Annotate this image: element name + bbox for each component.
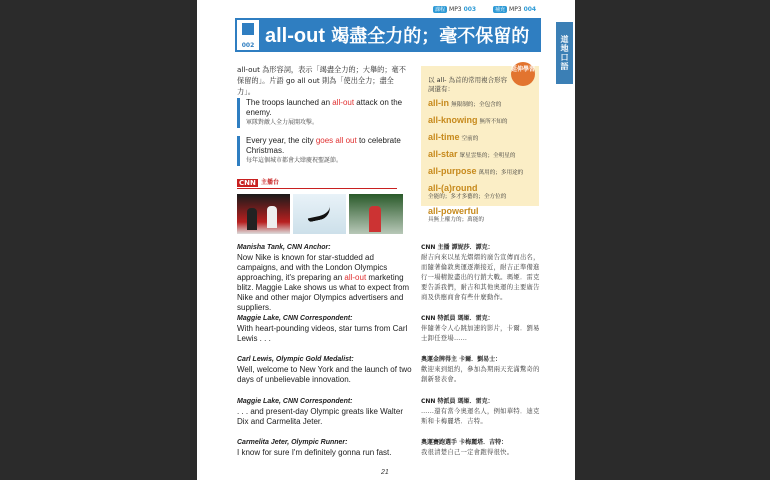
video-thumbnail-athlete[interactable] <box>349 194 403 234</box>
section-side-tab: 道地口語 <box>556 22 573 84</box>
mp3-number: 003 <box>463 6 477 13</box>
translation-text: 耐吉向來以星光熠熠的廣告宣傳而出名，而隨著倫敦奧運逐漸接近，耐吉正準備進行一場精銳盡出的行銷大戰。瑪姬．雷克要告訴我們，耐吉和其他奧運的主要廣告商及供應商會有些什麼動作。 <box>421 254 540 301</box>
person-figure <box>267 206 277 228</box>
nike-logo-icon <box>306 206 332 223</box>
lesson-header <box>235 18 541 52</box>
mp3-text: MP3 <box>509 6 522 13</box>
extension-meaning: 眾星雲集的；全明星的 <box>459 153 516 159</box>
speaker-name: Carmelita Jeter, Olympic Runner: <box>237 439 348 446</box>
lesson-number: 002 <box>241 42 255 49</box>
dialog-text: . . . and present-day Olympic greats like Walter Dix and Carmelita Jeter. <box>237 407 403 426</box>
cnn-section-bar <box>237 179 397 189</box>
extension-word: all-(a)round <box>428 183 478 193</box>
extension-meaning: 萬用的；多用途的 <box>478 170 524 176</box>
book-page <box>197 0 575 480</box>
translation-speaker: 奧運賽跑選手 卡梅麗塔．吉特： <box>421 439 508 446</box>
intro-text: all-out 為形容詞，表示「竭盡全力的；大舉的；毫不保留的」。片語 go all out 則為「使出全力；盡全力」。 <box>237 65 406 96</box>
extension-meaning: 無所不知的 <box>479 119 508 125</box>
mp3-number: 004 <box>523 6 537 13</box>
dialog-entry <box>237 397 413 427</box>
dialog-entry <box>237 243 413 313</box>
extension-item <box>428 96 538 110</box>
mp3-text: MP3 <box>449 6 462 13</box>
extension-item <box>428 130 538 144</box>
page-number: 21 <box>381 469 389 476</box>
lesson-title-zh: 竭盡全力的；毫不保留的 <box>331 26 530 47</box>
extension-item <box>428 164 538 178</box>
cnn-logo: CNN <box>239 179 256 187</box>
extension-meaning: 空前的 <box>461 136 479 142</box>
extension-item <box>428 181 538 201</box>
mp3-label-extra[interactable] <box>493 6 536 13</box>
speaker-name: Manisha Tank, CNN Anchor: <box>237 244 331 251</box>
athlete-figure <box>369 206 381 232</box>
extension-badge: 延伸學習 <box>511 62 535 86</box>
lesson-number-box <box>237 20 259 50</box>
extension-word: all-purpose <box>428 166 477 176</box>
translation-entry <box>421 314 543 344</box>
lesson-title <box>265 22 529 48</box>
video-thumbnail-nike[interactable] <box>293 194 346 234</box>
extension-lead: 以 all- 為首的常用複合形容詞還有： <box>428 76 508 93</box>
extension-box <box>421 66 539 223</box>
dialog-text: With heart-pounding videos, star turns from Carl Lewis . . . <box>237 324 408 343</box>
video-thumbnail-stage[interactable] <box>237 194 290 234</box>
dialog-entry <box>237 438 413 458</box>
extension-word: all-time <box>428 132 460 142</box>
translation-speaker: CNN 主播 譚妮莎．譚克： <box>421 244 494 251</box>
translation-speaker: 奧運金牌得主 卡爾．劉易士： <box>421 356 502 363</box>
extension-meaning: 具無上權力的；萬能的 <box>428 217 484 223</box>
translation-entry <box>421 438 543 458</box>
person-figure <box>247 208 257 230</box>
mp3-tag: 課程 <box>435 7 446 13</box>
cnn-section-label: 主播台 <box>261 179 280 186</box>
example-en: Every year, the city goes all out to celebrate Christmas. <box>246 136 401 155</box>
translation-entry <box>421 397 543 427</box>
example-zh: 軍隊對敵人全力展開攻擊。 <box>246 119 319 126</box>
dialog-text: Well, welcome to New York and the launch of two days of unbelievable innovation. <box>237 365 412 384</box>
mp3-tag: 補充 <box>495 7 506 13</box>
example-zh: 每年這個城市都會大肆慶祝聖誕節。 <box>246 157 343 164</box>
translation-speaker: CNN 特派員 瑪姬．雷克： <box>421 398 494 405</box>
translation-entry <box>421 355 543 385</box>
translation-text: 我很清楚自己一定會跑得很快。 <box>421 449 514 456</box>
speaker-name: Maggie Lake, CNN Correspondent: <box>237 315 353 322</box>
dialog-entry <box>237 355 413 385</box>
extension-item <box>428 147 538 161</box>
dialog-entry <box>237 314 413 344</box>
dialog-text: I know for sure I'm definitely gonna run fast. <box>237 448 392 457</box>
extension-word: all-in <box>428 98 450 108</box>
lesson-title-en: all-out <box>265 25 325 47</box>
example-1 <box>237 98 418 128</box>
translation-speaker: CNN 特派員 瑪姬．雷克： <box>421 315 494 322</box>
mp3-label-course[interactable] <box>433 6 476 13</box>
extension-meaning: 無限制的；全包含的 <box>451 102 502 108</box>
extension-word: all-powerful <box>428 206 479 216</box>
extension-item <box>428 113 538 127</box>
extension-meaning: 全能的；多才多藝的；全方位的 <box>428 194 507 200</box>
speaker-name: Maggie Lake, CNN Correspondent: <box>237 398 353 405</box>
extension-list <box>428 96 538 227</box>
dialog-text: Now Nike is known for star-studded ad campaigns, and with the London Olympics approaching, it's preparing an all-out marketing blitz. Maggie Lake shows us what to expect from Nike and other major Olympics advertisers and suppliers. <box>237 253 410 312</box>
square-icon <box>242 23 254 35</box>
example-en: The troops launched an all-out attack on the enemy. <box>246 98 403 117</box>
speaker-name: Carl Lewis, Olympic Gold Medalist: <box>237 356 354 363</box>
example-2 <box>237 136 418 166</box>
extension-word: all-star <box>428 149 458 159</box>
extension-item <box>428 204 538 224</box>
translation-text: 伴隨著令人心跳加速的影片，卡爾．劉易士卸任登場…… <box>421 325 540 342</box>
translation-text: 歡迎來到紐約，參加為期兩天充滿驚奇的創新發表會。 <box>421 366 540 383</box>
extension-word: all-knowing <box>428 115 478 125</box>
translation-entry <box>421 243 543 303</box>
translation-text: ……還有當今奧運名人，例如華特．迪克斯和卡梅麗塔．吉特。 <box>421 408 540 425</box>
